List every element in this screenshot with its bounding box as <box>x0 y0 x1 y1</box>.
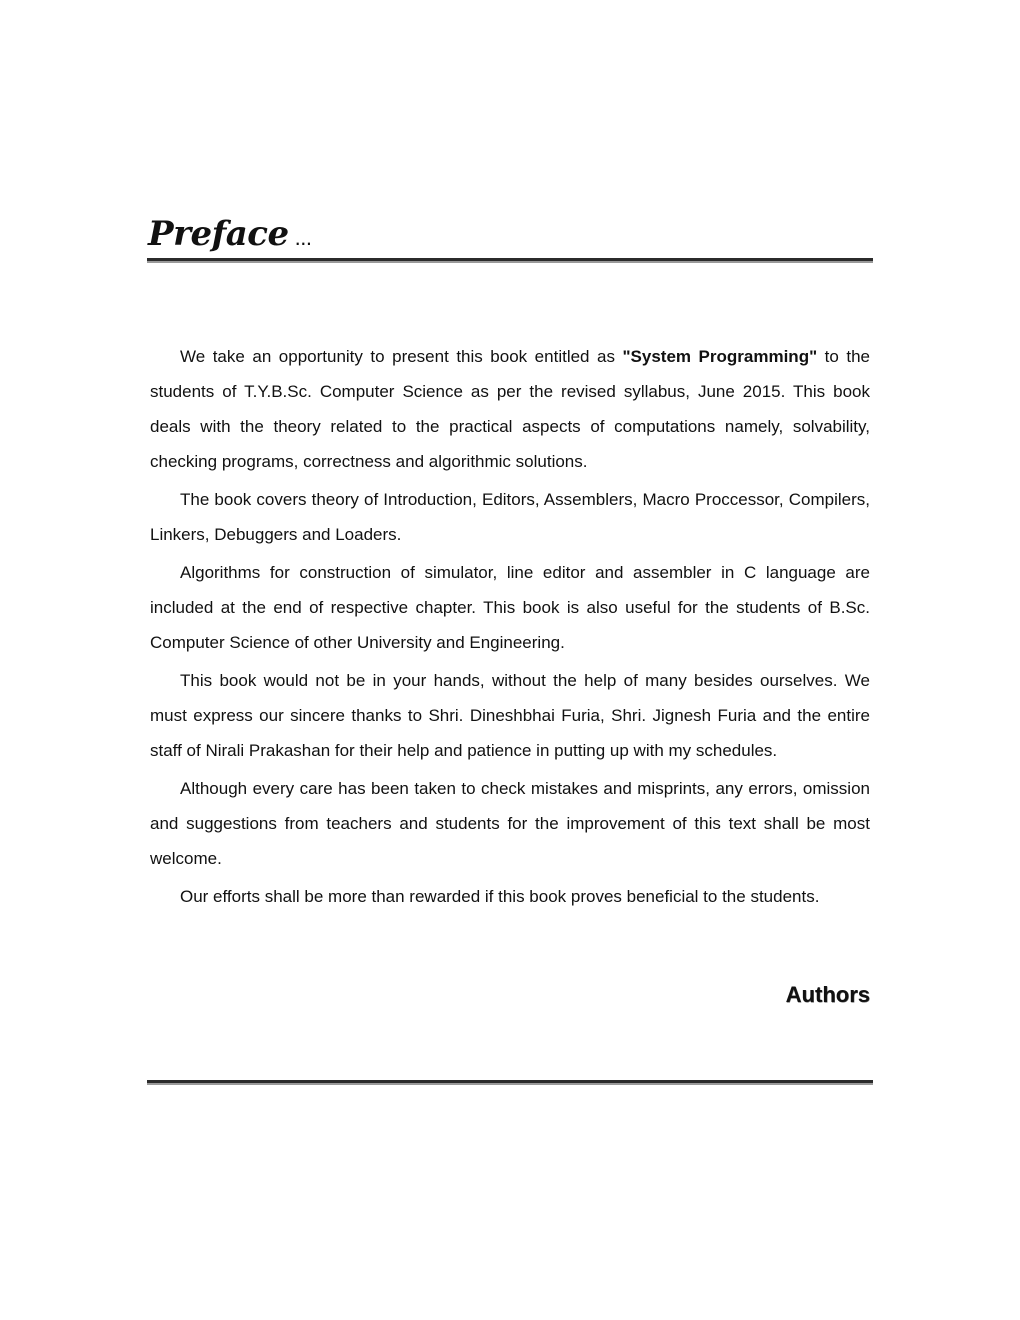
page-title-ellipsis: ... <box>294 225 312 250</box>
paragraph-1-rest: to the students of T.Y.B.Sc. Computer Science as per the revised syllabus, June 2015. This book deals with the theory related to the practical aspects of computations namely, solvability, checking programs, correctness and algorithmic solutions. <box>150 347 870 471</box>
paragraph-5: Although every care has been taken to check mistakes and misprints, any errors, omission and suggestions from teachers and students for the improvement of this text shall be most welcome. <box>150 779 870 868</box>
page-title <box>148 214 311 254</box>
paragraph-3: Algorithms for construction of simulator, line editor and assembler in C language are included at the end of respective chapter. This book is also useful for the students of B.Sc. Computer Science of other University and Engineering. <box>150 563 870 652</box>
authors-signature: Authors <box>785 982 870 1007</box>
paragraph-4: This book would not be in your hands, without the help of many besides ourselves. We must express our sincere thanks to Shri. Dineshbhai Furia, Shri. Jignesh Furia and the entire staff of Nirali Prakashan for their help and patience in putting up with my schedules. <box>150 671 870 760</box>
page-title-text: Preface <box>148 214 289 254</box>
book-title: "System Programming" <box>622 347 818 366</box>
paragraph-2: The book covers theory of Introduction, Editors, Assemblers, Macro Proccessor, Compilers, Linkers, Debuggers and Loaders. <box>150 490 870 544</box>
paragraph-6: Our efforts shall be more than rewarded if this book proves beneficial to the students. <box>180 887 820 906</box>
paragraph-1-lead: We take an opportunity to present this book entitled as <box>180 347 623 366</box>
top-divider <box>147 258 873 261</box>
bottom-divider <box>147 1080 873 1083</box>
preface-body <box>150 339 870 917</box>
paragraph-1 <box>150 339 870 479</box>
